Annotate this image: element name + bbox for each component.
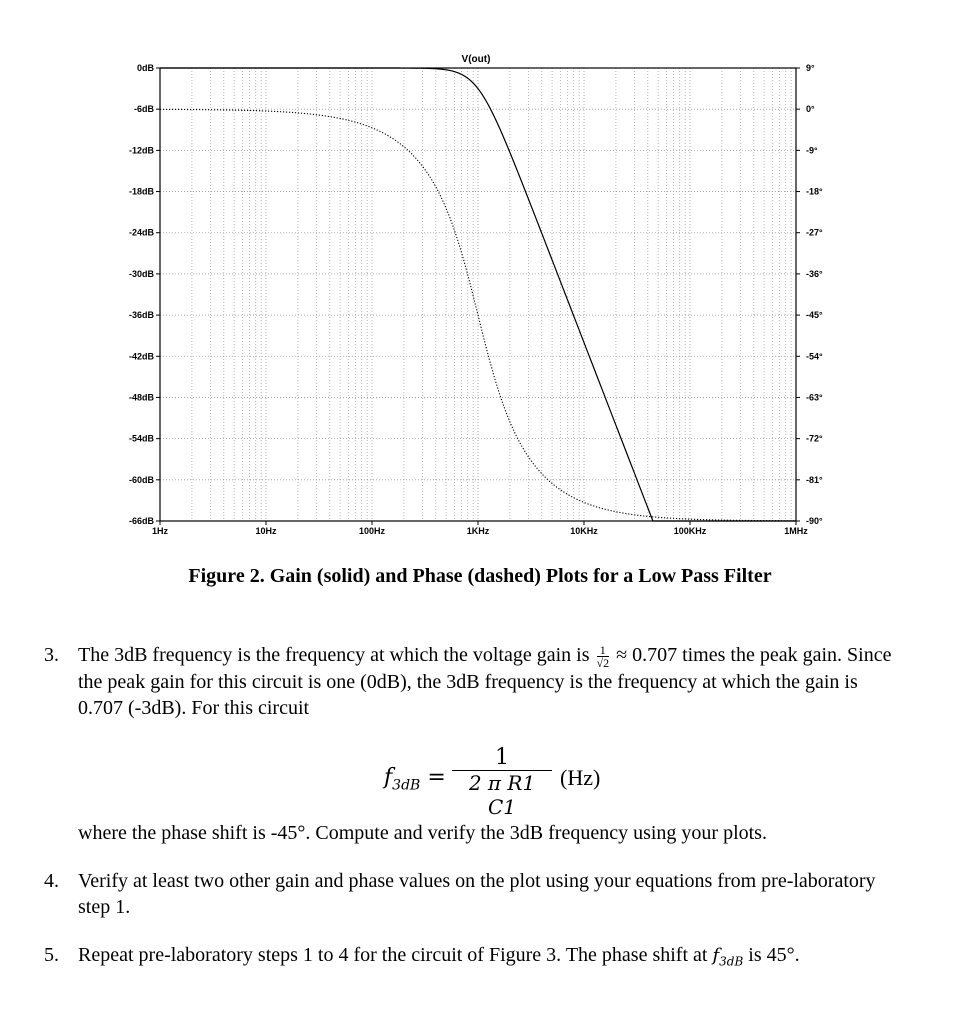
y-tick-label-right: -63° bbox=[806, 392, 823, 403]
item-3-after-equation: where the phase shift is -45°. Compute and verify the 3dB frequency using your plots. bbox=[78, 822, 767, 844]
equation-unit: (Hz) bbox=[560, 765, 601, 790]
f3db-symbol bbox=[712, 945, 744, 969]
x-tick-label: 100KHz bbox=[673, 526, 707, 536]
equation-lhs bbox=[384, 765, 446, 793]
plot-frame bbox=[160, 68, 796, 521]
f-subscript: 3dB bbox=[719, 954, 744, 969]
x-tick-label: 1MHz bbox=[784, 526, 808, 536]
y-tick-label-right: -9° bbox=[806, 145, 818, 156]
x-tick-label: 1Hz bbox=[151, 526, 169, 536]
equation-numerator: 1 bbox=[452, 745, 552, 771]
item-number: 4. bbox=[44, 870, 59, 892]
plot-curves bbox=[160, 68, 796, 521]
x-tick-label: 1KHz bbox=[466, 526, 490, 536]
fraction-one-over-root-two bbox=[597, 644, 610, 669]
y-tick-label-left: -48dB bbox=[128, 392, 154, 403]
plot-tick-labels bbox=[129, 63, 823, 536]
item-3-text bbox=[78, 642, 898, 721]
y-tick-label-right: -27° bbox=[806, 227, 823, 238]
equation-fraction bbox=[452, 745, 552, 819]
y-tick-label-left: -66dB bbox=[128, 516, 154, 526]
y-tick-label-right: 9° bbox=[806, 63, 815, 73]
y-tick-label-right: -54° bbox=[806, 351, 823, 362]
y-tick-label-right: 0° bbox=[806, 104, 815, 115]
y-tick-label-right: -36° bbox=[806, 268, 823, 279]
y-tick-label-left: -18dB bbox=[128, 186, 154, 197]
x-tick-label: 10KHz bbox=[570, 526, 598, 536]
gain-curve bbox=[160, 68, 796, 521]
item-number: 3. bbox=[44, 644, 59, 666]
y-tick-label-left: -60dB bbox=[128, 474, 154, 485]
fraction-numerator: 1 bbox=[597, 644, 610, 657]
y-tick-label-left: -6dB bbox=[134, 104, 154, 115]
item-3-text-b: ≈ 0.707 times the peak gain. Since the peak gain for this circuit is one (0dB), the 3dB frequency is the frequency at which the gain is 0.707 (-3dB). For this circuit bbox=[78, 644, 892, 719]
equation-subscript: 3dB bbox=[392, 777, 421, 794]
item-5-text bbox=[78, 942, 898, 975]
y-tick-label-left: -24dB bbox=[128, 227, 154, 238]
y-tick-label-right: -90° bbox=[806, 516, 823, 526]
equation-f: f bbox=[384, 765, 393, 790]
item-5-text-b: is 45°. bbox=[748, 944, 800, 966]
y-tick-label-left: -30dB bbox=[128, 268, 154, 279]
x-tick-label: 100Hz bbox=[358, 526, 386, 536]
y-tick-label-left: -36dB bbox=[128, 310, 154, 321]
y-tick-label-right: -72° bbox=[806, 433, 823, 444]
y-tick-label-right: -18° bbox=[806, 186, 823, 197]
y-tick-label-left: 0dB bbox=[136, 63, 154, 73]
item-4-text: Verify at least two other gain and phase values on the plot using your equations from pre-laboratory step 1. bbox=[78, 870, 876, 918]
y-tick-label-left: -12dB bbox=[128, 145, 154, 156]
plot-grid bbox=[160, 68, 796, 521]
y-tick-label-left: -42dB bbox=[128, 351, 154, 362]
item-3-text-a: The 3dB frequency is the frequency at which the voltage gain is bbox=[78, 644, 590, 666]
x-tick-label: 10Hz bbox=[255, 526, 277, 536]
figure-caption: Figure 2. Gain (solid) and Phase (dashed) Plots for a Low Pass Filter bbox=[188, 565, 772, 587]
equation-denominator: 2 π R1 C1 bbox=[468, 771, 536, 819]
equation-equals: = bbox=[427, 765, 446, 790]
item-number: 5. bbox=[44, 944, 59, 966]
fraction-denominator: √2 bbox=[596, 655, 610, 670]
chart-title: V(out) bbox=[461, 54, 491, 65]
y-tick-label-right: -45° bbox=[806, 310, 823, 321]
y-tick-label-left: -54dB bbox=[128, 433, 154, 444]
y-tick-label-right: -81° bbox=[806, 474, 823, 485]
f-symbol: f bbox=[712, 945, 720, 966]
item-5-text-a: Repeat pre-laboratory steps 1 to 4 for the circuit of Figure 3. The phase shift at bbox=[78, 944, 708, 966]
